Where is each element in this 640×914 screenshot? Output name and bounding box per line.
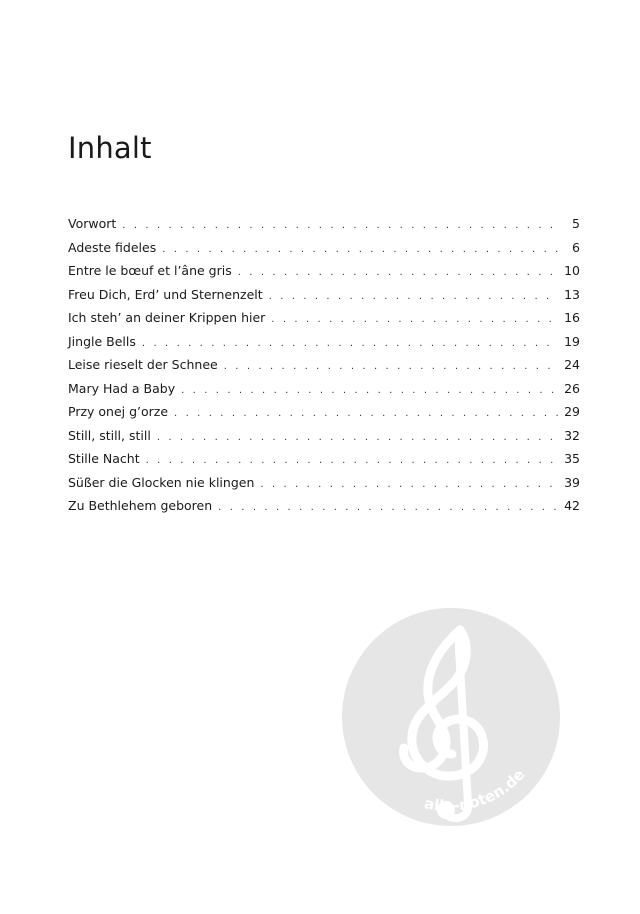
toc-leader-dots: [269, 285, 558, 309]
toc-entry[interactable]: [68, 283, 580, 307]
table-of-contents: [68, 212, 580, 518]
watermark-text: alle-noten.de: [422, 765, 529, 815]
toc-leader-dots: [271, 308, 558, 332]
toc-entry-title: Zu Bethlehem geboren: [68, 498, 213, 513]
toc-entry-page: 35: [564, 451, 580, 466]
toc-entry-page: 24: [564, 357, 580, 372]
toc-entry-title: Entre le bœuf et l’âne gris: [68, 263, 232, 278]
toc-leader-dots: [157, 426, 558, 450]
toc-entry-title: Mary Had a Baby: [68, 380, 176, 396]
toc-leader-dots: [238, 261, 558, 285]
toc-entry-page: 26: [564, 380, 580, 396]
page-title: Inhalt: [68, 131, 152, 165]
toc-entry[interactable]: [68, 212, 580, 236]
toc-leader-dots: [146, 449, 558, 473]
toc-entry[interactable]: [68, 330, 580, 354]
toc-entry-title: Süßer die Glocken nie klingen: [68, 474, 255, 490]
toc-entry[interactable]: [68, 236, 580, 260]
toc-entry[interactable]: [68, 424, 580, 448]
toc-entry-title: Freu Dich, Erd’ und Sternenzelt: [68, 286, 263, 302]
toc-entry-page: 19: [564, 333, 580, 349]
toc-entry[interactable]: [68, 259, 580, 283]
watermark-logo: [342, 608, 560, 826]
toc-entry-page: 16: [564, 310, 580, 325]
toc-entry-page: 29: [564, 404, 580, 419]
treble-clef-icon: [342, 608, 560, 826]
toc-entry[interactable]: [68, 471, 580, 495]
toc-entry[interactable]: [68, 377, 580, 401]
toc-entry-title: Still, still, still: [68, 427, 151, 443]
toc-leader-dots: [218, 496, 558, 520]
toc-leader-dots: [142, 332, 558, 356]
toc-entry-title: Leise rieselt der Schnee: [68, 357, 218, 372]
toc-entry[interactable]: [68, 306, 580, 330]
toc-entry-title: Stille Nacht: [68, 451, 140, 466]
toc-leader-dots: [162, 238, 560, 262]
toc-entry-title: Adeste fideles: [68, 239, 157, 255]
toc-entry-page: 13: [564, 286, 580, 302]
toc-entry-page: 5: [572, 216, 580, 231]
toc-entry-title: Jingle Bells: [68, 333, 136, 349]
toc-leader-dots: [122, 214, 560, 238]
toc-entry-page: 42: [564, 498, 580, 513]
toc-entry[interactable]: [68, 400, 580, 424]
toc-leader-dots: [260, 473, 558, 497]
toc-entry-page: 32: [564, 427, 580, 443]
toc-leader-dots: [224, 355, 558, 379]
toc-entry-page: 39: [564, 474, 580, 490]
toc-leader-dots: [174, 402, 558, 426]
toc-entry-title: Ich steh’ an deiner Krippen hier: [68, 310, 266, 325]
toc-entry-title: Przy onej g’orze: [68, 404, 169, 419]
toc-entry[interactable]: [68, 447, 580, 471]
toc-leader-dots: [181, 379, 558, 403]
toc-entry-page: 10: [564, 263, 580, 278]
toc-entry-page: 6: [572, 239, 580, 255]
toc-entry-title: Vorwort: [68, 216, 117, 231]
toc-entry[interactable]: [68, 353, 580, 377]
toc-entry[interactable]: [68, 494, 580, 518]
